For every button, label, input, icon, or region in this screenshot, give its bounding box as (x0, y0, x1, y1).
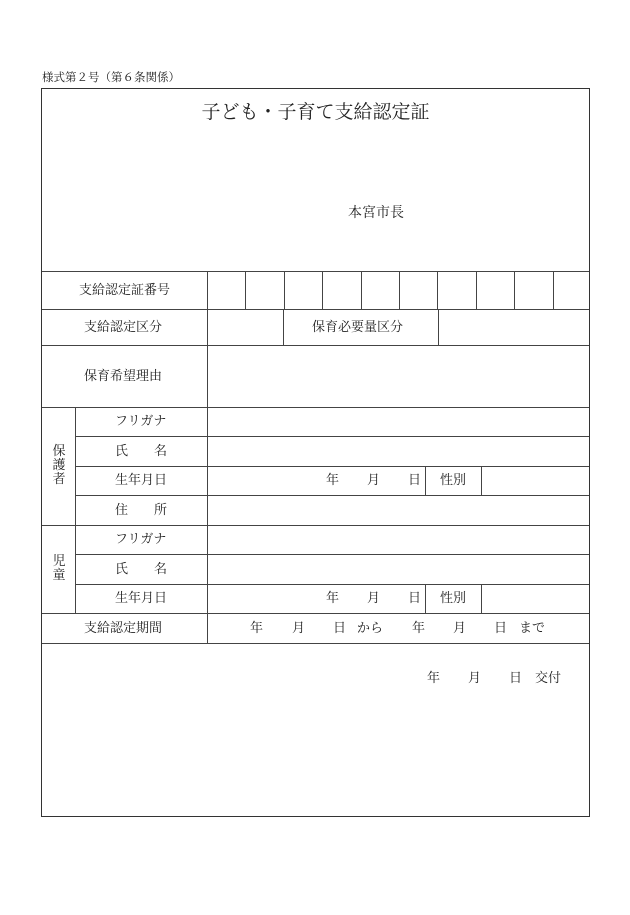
child-gender-divider (481, 584, 482, 613)
child-name-label: 氏 名 (115, 562, 168, 577)
period-start-year: 年 (250, 621, 264, 636)
child-birth-year: 年 (326, 591, 340, 606)
rule-child-2 (75, 584, 589, 585)
digit-box-divider (553, 271, 554, 309)
rule-category-bottom (42, 345, 589, 346)
period-until: まで (519, 621, 546, 636)
certificate-frame (41, 88, 590, 817)
care-need-label: 保育必要量区分 (312, 320, 404, 335)
digit-box-divider (322, 271, 323, 309)
period-end-year: 年 (412, 621, 426, 636)
child-group-label: 児童 (52, 554, 66, 583)
guardian-gender-divider (481, 466, 482, 495)
period-start-day: 日 (333, 621, 347, 636)
category-label: 支給認定区分 (84, 320, 163, 335)
rule-period-bottom (42, 643, 589, 644)
digit-box-divider (399, 271, 400, 309)
digit-box-divider (361, 271, 362, 309)
digit-box-divider (245, 271, 246, 309)
group-column-divider (75, 407, 76, 613)
issue-suffix: 交付 (535, 671, 562, 686)
form-number-label: 様式第２号（第６条関係） (42, 70, 180, 84)
guardian-address-label: 住 所 (115, 503, 168, 518)
rule-header-bottom (42, 271, 589, 272)
digit-box-divider (514, 271, 515, 309)
guardian-furigana-label: フリガナ (115, 414, 167, 429)
rule-guardian-bottom (42, 525, 589, 526)
period-from: から (357, 621, 384, 636)
issue-month: 月 (468, 671, 482, 686)
child-birth-label: 生年月日 (115, 591, 168, 606)
care-need-divider (438, 309, 439, 345)
child-gender-divider (425, 584, 426, 613)
period-start-month: 月 (292, 621, 306, 636)
child-birth-day: 日 (408, 591, 422, 606)
issue-year: 年 (427, 671, 441, 686)
guardian-gender-divider (425, 466, 426, 495)
issue-day: 日 (509, 671, 523, 686)
rule-number-bottom (42, 309, 589, 310)
guardian-birth-label: 生年月日 (115, 473, 168, 488)
digit-box-divider (437, 271, 438, 309)
guardian-birth-month: 月 (367, 473, 381, 488)
guardian-birth-year: 年 (326, 473, 340, 488)
child-furigana-label: フリガナ (115, 532, 167, 547)
rule-reason-bottom (42, 407, 589, 408)
period-end-day: 日 (494, 621, 508, 636)
rule-guardian-3 (75, 495, 589, 496)
rule-guardian-1 (75, 436, 589, 437)
issuer-name: 本宮市長 (348, 205, 404, 221)
digit-box-divider (476, 271, 477, 309)
cert-number-label: 支給認定証番号 (79, 283, 171, 298)
period-end-month: 月 (453, 621, 467, 636)
rule-child-1 (75, 554, 589, 555)
digit-box-divider (284, 271, 285, 309)
guardian-gender-label: 性別 (440, 473, 467, 488)
period-label: 支給認定期間 (84, 621, 163, 636)
rule-guardian-2 (75, 466, 589, 467)
guardian-birth-day: 日 (408, 473, 422, 488)
guardian-name-label: 氏 名 (115, 444, 168, 459)
care-reason-label: 保育希望理由 (84, 369, 163, 384)
label-column-divider (207, 271, 208, 643)
certificate-title: 子ども・子育て支給認定証 (201, 101, 430, 123)
category-divider (283, 309, 284, 345)
child-gender-label: 性別 (440, 591, 467, 606)
rule-child-bottom (42, 613, 589, 614)
guardian-group-label: 保護者 (52, 444, 66, 487)
child-birth-month: 月 (367, 591, 381, 606)
